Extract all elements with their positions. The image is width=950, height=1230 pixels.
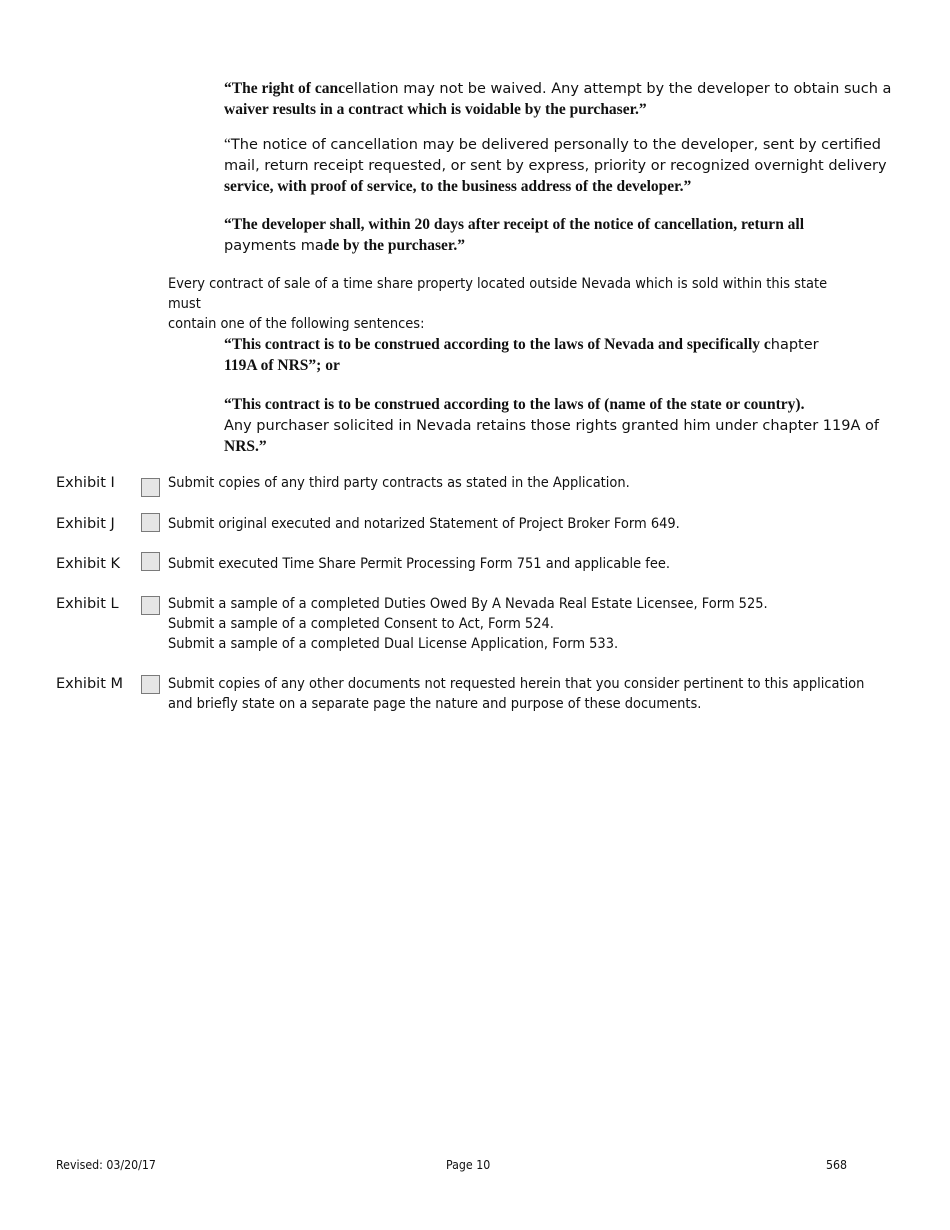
quote-text: “This contract is to be construed according to the laws of (name of the state or country).: [224, 396, 805, 413]
quote-text: “: [224, 136, 231, 153]
exhibit-line: Submit copies of any third party contracts as stated in the Application.: [168, 475, 630, 491]
exhibit-m-description: [168, 674, 893, 714]
cancellation-waiver-quote: [224, 78, 900, 120]
nevada-law-quote: [224, 334, 900, 376]
exhibit-line: Submit a sample of a completed Consent to Act, Form 524.: [168, 616, 554, 632]
quote-text: payments ma: [224, 238, 324, 254]
quote-text: 119A of NRS”; or: [224, 357, 340, 374]
outside-nevada-paragraph: [168, 274, 847, 334]
exhibit-i-label: Exhibit I: [56, 475, 115, 491]
other-state-law-quote: [224, 394, 900, 457]
quote-text: Any purchaser solicited in Nevada retains those rights granted him under chapter 119A of: [224, 418, 879, 434]
cancellation-delivery-quote: [224, 134, 900, 197]
revised-date: Revised: 03/20/17: [56, 1158, 156, 1172]
exhibit-m-label: Exhibit M: [56, 676, 123, 692]
quote-text: service, with proof of service, to the business address of the developer.”: [224, 178, 692, 195]
quote-text: ellation may not be waived. Any attempt by the developer to obtain such a: [344, 81, 892, 97]
exhibit-l-description: [168, 594, 893, 654]
exhibit-l-label: Exhibit L: [56, 596, 119, 612]
exhibit-k-label: Exhibit K: [56, 556, 120, 572]
quote-text: NRS.”: [224, 438, 267, 455]
exhibit-j-description: [168, 514, 893, 534]
quote-text: “The right of canc: [224, 80, 345, 97]
paragraph-line: contain one of the following sentences:: [168, 316, 425, 332]
quote-text: waiver results in a contract which is voidable by the purchaser.”: [224, 101, 647, 118]
refund-quote: [224, 214, 900, 256]
exhibit-line: Submit a sample of a completed Dual License Application, Form 533.: [168, 636, 619, 652]
quote-text: “The developer shall, within 20 days after receipt of the notice of cancellation, return all: [224, 216, 805, 233]
quote-text: “This contract is to be construed according to the laws of Nevada and specifically c: [224, 336, 771, 353]
exhibit-k-description: [168, 554, 893, 574]
exhibit-i-description: [168, 473, 893, 493]
page-number: Page 10: [446, 1158, 491, 1172]
exhibit-j-label: Exhibit J: [56, 516, 115, 532]
exhibit-j-checkbox[interactable]: [141, 513, 160, 532]
exhibit-i-checkbox[interactable]: [141, 478, 160, 497]
exhibit-line: and briefly state on a separate page the nature and purpose of these documents.: [168, 696, 702, 712]
quote-text: hapter: [770, 337, 819, 353]
exhibit-line: Submit copies of any other documents not requested herein that you consider pertinent to this application: [168, 676, 865, 692]
exhibit-line: Submit original executed and notarized Statement of Project Broker Form 649.: [168, 516, 680, 532]
exhibit-l-checkbox[interactable]: [141, 596, 160, 615]
form-number: 568: [826, 1158, 848, 1172]
quote-text: The notice of cancellation may be delivered personally to the developer, sent by certified mail, return receipt requested, or sent by express, priority or recognized overnight delivery: [224, 137, 887, 174]
exhibit-line: Submit a sample of a completed Duties Owed By A Nevada Real Estate Licensee, Form 525.: [168, 596, 768, 612]
exhibit-m-checkbox[interactable]: [141, 675, 160, 694]
quote-text: de by the purchaser.”: [323, 237, 466, 254]
exhibit-line: Submit executed Time Share Permit Processing Form 751 and applicable fee.: [168, 556, 671, 572]
paragraph-line: Every contract of sale of a time share property located outside Nevada which is sold within this state must: [168, 276, 828, 312]
exhibit-k-checkbox[interactable]: [141, 552, 160, 571]
